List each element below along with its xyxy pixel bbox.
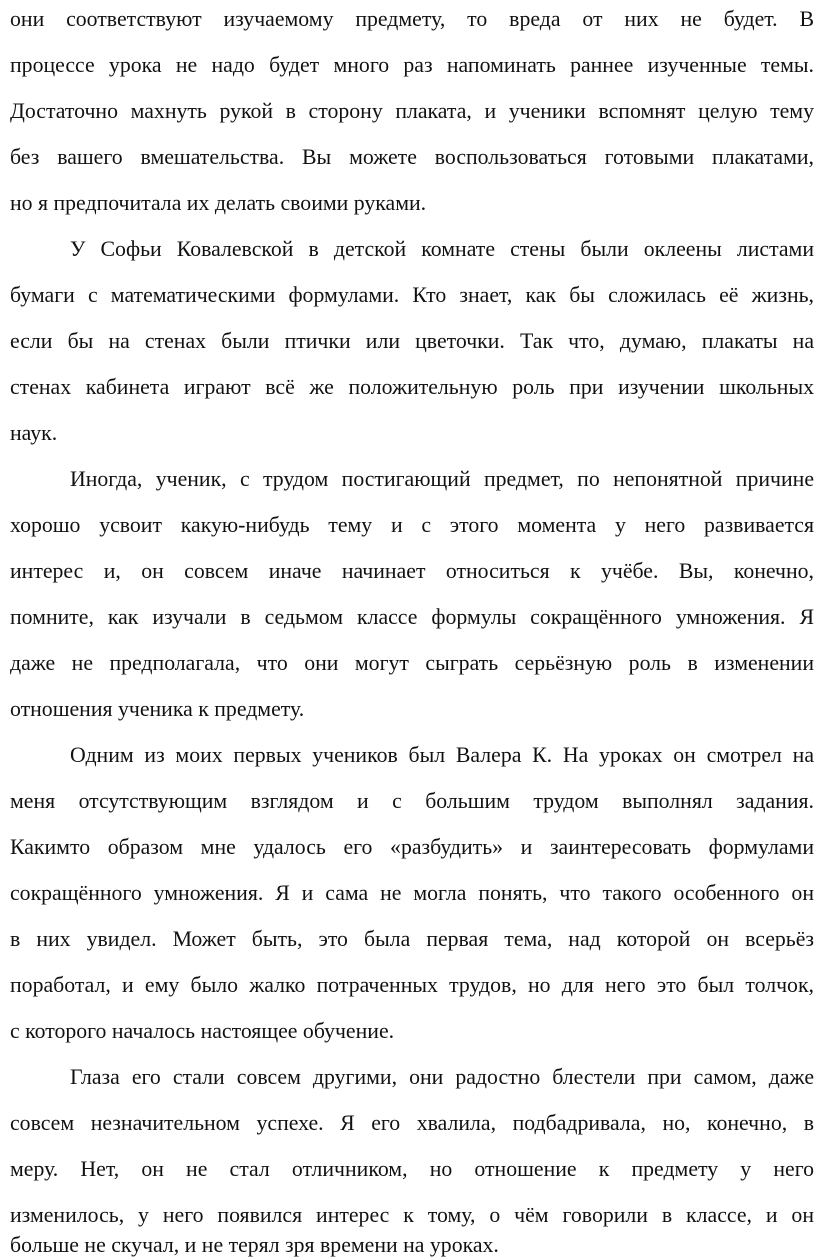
text-line: хорошо усвоит какую-нибудь тему и с этого момента у него развивается — [10, 513, 814, 537]
text-line: сокращённого умножения. Я и сама не могла понять, что такого особенного он — [10, 881, 814, 905]
text-line: даже не предполагала, что они могут сыграть серьёзную роль в изменении — [10, 651, 814, 675]
text-line: интерес и, он совсем иначе начинает относиться к учёбе. Вы, конечно, — [10, 559, 814, 583]
text-line: Иногда, ученик, с трудом постигающий предмет, по непонятной причине — [70, 467, 814, 491]
text-line: процессе урока не надо будет много раз напоминать раннее изученные темы. — [10, 53, 814, 77]
text-line: отношения ученика к предмету. — [10, 697, 305, 721]
text-line: они соответствуют изучаемому предмету, то вреда от них не будет. В — [10, 7, 814, 31]
text-line: больше не скучал, и не терял зря времени на уроках. — [10, 1233, 499, 1257]
text-line: изменилось, у него появился интерес к тому, о чём говорили в классе, и он — [10, 1203, 814, 1227]
text-line: бумаги с математическими формулами. Кто знает, как бы сложилась её жизнь, — [10, 283, 814, 307]
text-line: совсем незначительном успехе. Я его хвалила, подбадривала, но, конечно, в — [10, 1111, 814, 1135]
text-line: меня отсутствующим взглядом и с большим трудом выполнял задания. — [10, 789, 814, 813]
text-line: У Софьи Ковалевской в детской комнате стены были оклеены листами — [70, 237, 814, 261]
text-line: наук. — [10, 421, 58, 445]
text-line: в них увидел. Может быть, это была первая тема, над которой он всерьёз — [10, 927, 814, 951]
text-line: Достаточно махнуть рукой в сторону плаката, и ученики вспомнят целую тему — [10, 99, 814, 123]
text-line: меру. Нет, он не стал отличником, но отношение к предмету у него — [10, 1157, 814, 1181]
text-line: поработал, и ему было жалко потраченных трудов, но для него это был толчок, — [10, 973, 814, 997]
text-line: без вашего вмешательства. Вы можете воспользоваться готовыми плакатами, — [10, 145, 814, 169]
text-line: но я предпочитала их делать своими руками. — [10, 191, 427, 215]
text-line: помните, как изучали в седьмом классе формулы сокращённого умножения. Я — [10, 605, 814, 629]
text-line: Одним из моих первых учеников был Валера К. На уроках он смотрел на — [70, 743, 814, 767]
text-line: Какимто образом мне удалось его «разбудить» и заинтересовать формулами — [10, 835, 814, 859]
text-line: если бы на стенах были птички или цветочки. Так что, думаю, плакаты на — [10, 329, 814, 353]
text-line: стенах кабинета играют всё же положительную роль при изучении школьных — [10, 375, 814, 399]
text-line: с которого началось настоящее обучение. — [10, 1019, 395, 1043]
text-line: Глаза его стали совсем другими, они радостно блестели при самом, даже — [70, 1065, 814, 1089]
